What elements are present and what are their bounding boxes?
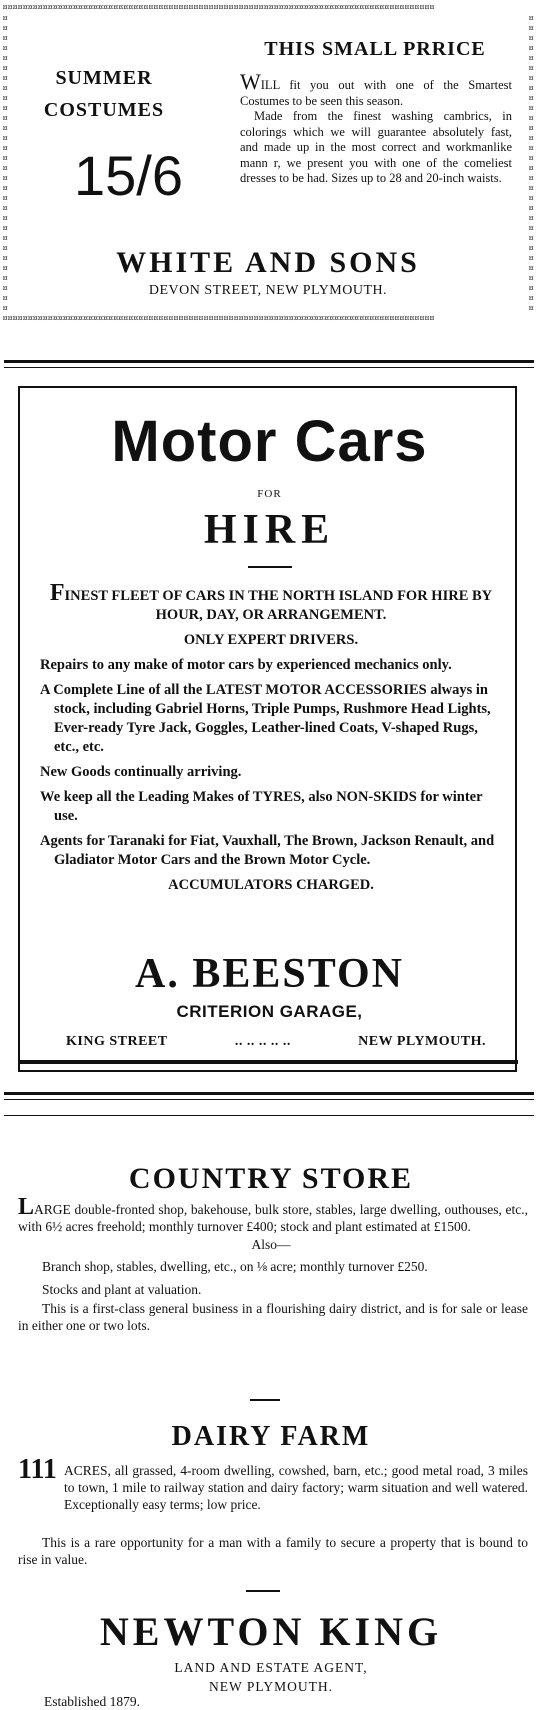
repairs-line: Repairs to any make of motor cars by experienced mechanics only. [40,657,452,673]
ornamental-border-bottom: ¤¤¤¤¤¤¤¤¤¤¤¤¤¤¤¤¤¤¤¤¤¤¤¤¤¤¤¤¤¤¤¤¤¤¤¤¤¤¤¤¤¤¤¤¤¤¤¤¤¤¤¤¤¤¤¤¤¤¤¤¤¤¤¤¤¤¤¤¤¤¤¤¤¤¤¤¤¤¤¤¤¤¤¤¤¤ [2,313,434,324]
land-agent-details [0,1658,542,1696]
newton-king-firm-name: NEWTON KING [99,1609,443,1654]
country-store-description: ARGE double-fronted shop, bakehouse, bulk store, stables, large dwelling, outhouses, etc., with 6½ acres freehold; monthly turnover £400; stock and plant estimated at £1500. [18,1202,528,1234]
agent-role: LAND AND ESTATE AGENT, [174,1660,368,1675]
costume-price: 15/6 [74,144,183,207]
costumes-line: COSTUMES [43,99,165,121]
drop-cap-f: F [49,580,65,606]
drop-cap-l: L [18,1194,35,1220]
short-divider [250,1399,280,1401]
beeston-name: A. BEESTON [135,951,404,997]
for-label: FOR [257,488,282,500]
column-rule [4,360,534,363]
country-store-text [18,1194,528,1235]
branch-shop-line: Branch shop, stables, dwelling, etc., on ⅛ acre; monthly turnover £250. [42,1259,428,1274]
branch-shop-text [18,1258,528,1334]
hire-heading: HIRE [203,507,336,553]
summer-costumes-heading [34,62,174,126]
town-name: NEW PLYMOUTH. [358,1034,486,1049]
motor-cars-advert [18,386,517,1072]
stocks-line: Stocks and plant at valuation. [42,1282,202,1297]
accumulators-line: ACCUMULATORS CHARGED. [168,877,374,893]
dairy-farm-text-top [64,1462,528,1513]
costume-intro: ILL fit you out with one of the Smartest Costumes to be seen this season. [240,78,512,108]
accessories-line: A Complete Line of all the LATEST MOTOR ACCESSORIES always in stock, including Gabriel Horns, Triple Pumps, Rushmore Head Lights, Ever-ready Tyre Jack, Goggles, Leather-lined Coats, V-shaped Rugs, etc., etc. [40,682,491,755]
established-line: Established 1879. [44,1694,140,1709]
drivers-line: ONLY EXPERT DRIVERS. [183,632,359,648]
street-name: KING STREET [66,1034,168,1049]
short-divider [248,566,292,568]
garage-address [66,1034,486,1050]
ad-bottom-rule [20,1060,518,1064]
ornamental-border-right: ¤¤¤¤¤¤¤¤¤¤¤¤¤¤¤¤¤¤¤¤¤¤¤¤¤¤¤¤¤¤ [528,14,535,314]
motor-services-list [40,580,502,901]
opportunity-line: This is a rare opportunity for a man with a family to secure a property that is bound to rise in value. [18,1535,528,1567]
costume-details: Made from the finest washing cambrics, in colorings which we will guarantee absolutely fast, and made up in the most correct and workmanlike mann r, we present you with one of the comeliest dresses to be had. Sizes up to 28 and 20-inch waists. [240,109,512,185]
country-store-heading: COUNTRY STORE [128,1162,414,1195]
opportunity-text [18,1534,528,1568]
agents-line: Agents for Taranaki for Fiat, Vauxhall, The Brown, Jackson Renault, and Gladiator Motor Cars and the Brown Motor Cycle. [40,833,495,868]
new-goods-line: New Goods continually arriving. [40,764,242,780]
dairy-acreage-number: 111 [18,1454,57,1485]
short-divider [246,1590,280,1592]
general-business-line: This is a first-class general business in a flourishing dairy district, and is for sale or lease in either one or two lots. [18,1301,528,1333]
column-rule-thin [4,367,534,368]
dairy-farm-heading: DAIRY FARM [171,1421,371,1452]
fleet-line [40,580,502,625]
white-sons-address: DEVON STREET, NEW PLYMOUTH. [148,283,388,298]
also-label: Also— [251,1237,291,1252]
motor-cars-title: Motor Cars [111,409,428,474]
agent-town: NEW PLYMOUTH. [209,1679,333,1694]
ornamental-border-top: ¤¤¤¤¤¤¤¤¤¤¤¤¤¤¤¤¤¤¤¤¤¤¤¤¤¤¤¤¤¤¤¤¤¤¤¤¤¤¤¤¤¤¤¤¤¤¤¤¤¤¤¤¤¤¤¤¤¤¤¤¤¤¤¤¤¤¤¤¤¤¤¤¤¤¤¤¤¤¤¤¤¤¤¤¤¤ [2,2,434,13]
fleet-text: INEST FLEET OF CARS IN THE NORTH ISLAND FOR HIRE BY HOUR, DAY, OR ARRANGEMENT. [64,588,493,623]
column-rule-thin-lower [4,1115,534,1116]
column-rule [4,1092,534,1095]
criterion-garage: CRITERION GARAGE, [176,1002,363,1021]
column-rule-thin [4,1099,534,1100]
tyres-line: We keep all the Leading Makes of TYRES, also NON-SKIDS for winter use. [40,789,483,824]
costume-description [240,69,512,187]
summer-line: SUMMER [55,67,153,89]
dairy-farm-description: ACRES, all grassed, 4-room dwelling, cowshed, barn, etc.; good metal road, 3 miles to town, 1 mile to railway station and dairy factory; warm situation and well watered. Exceptionally easy terms; low price. [64,1463,528,1512]
ornamental-border-left: ¤¤¤¤¤¤¤¤¤¤¤¤¤¤¤¤¤¤¤¤¤¤¤¤¤¤¤¤¤¤ [2,14,9,314]
white-sons-firm-name: WHITE AND SONS [116,246,420,279]
dot-leader: .. .. .. .. .. [234,1034,291,1049]
small-price-heading: THIS SMALL PRRICE [264,38,486,60]
drop-cap-w: W [240,69,261,94]
